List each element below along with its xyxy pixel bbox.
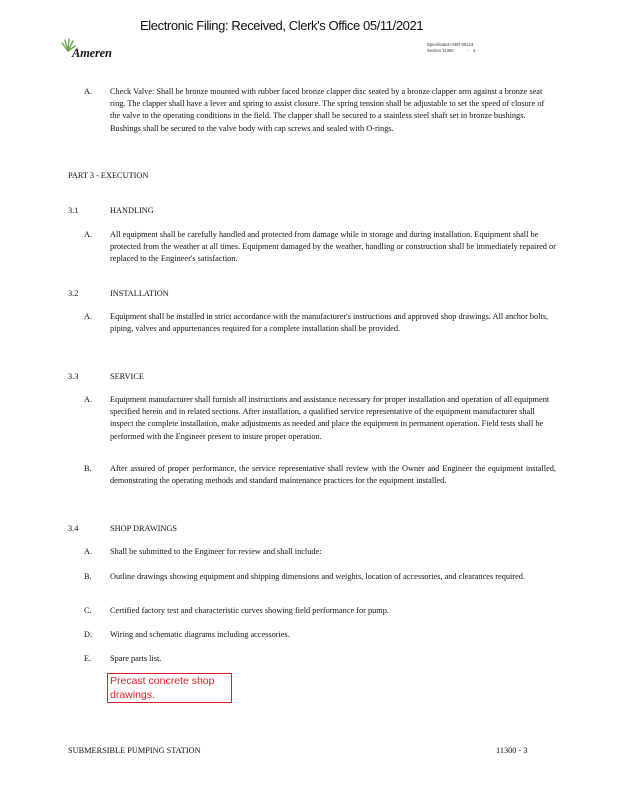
- item-text: Shall be submitted to the Engineer for review and shall include:: [110, 547, 322, 556]
- ameren-logo: [60, 38, 130, 62]
- footer-page-number: 11300 - 3: [496, 746, 528, 755]
- spec-page: 3: [472, 48, 476, 53]
- part-title: PART 3 - EXECUTION: [68, 171, 149, 180]
- section-number: 3.3: [68, 372, 79, 381]
- item-text: All equipment shall be carefully handled and protected from damage while in storage and during installation. Equipment shall be protected from the weather at all times. Equipment damaged by the weather, handling or construction shall be immediately repaired or replaced to the Engineer's satisfaction.: [110, 230, 556, 264]
- item-label: C.: [84, 606, 92, 615]
- footer-title: SUBMERSIBLE PUMPING STATION: [68, 746, 201, 755]
- section-label: Section 11300: [427, 48, 454, 53]
- section-title: HANDLING: [110, 206, 154, 215]
- item-label: B.: [84, 572, 92, 581]
- item-text: Spare parts list.: [110, 654, 162, 663]
- item-label: A.: [84, 230, 93, 239]
- section-number: 3.1: [68, 206, 79, 215]
- item-text: Equipment manufacturer shall furnish all instructions and assistance necessary for proper installation and operation of all equipment specified herein and in related sections. After installation, a qualified service representative of the equipment manufacturer shall inspect the complete installation, make adjustments as needed and place the equipment in permanent operation. Field tests shall be performed with the Engineer present to insure proper operation.: [110, 395, 550, 441]
- item-label: D.: [84, 630, 93, 639]
- section-number: 3.2: [68, 289, 79, 298]
- spec-label: Specification AER-09123: [427, 42, 474, 47]
- review-annotation[interactable]: Precast concrete shop drawings.: [107, 673, 232, 703]
- logo-wordmark: Ameren: [72, 46, 112, 60]
- section-number: 3.4: [68, 524, 79, 533]
- section-title: SHOP DRAWINGS: [110, 524, 178, 533]
- item-label: A.: [84, 395, 93, 404]
- spec-reference: [427, 42, 475, 54]
- item-text: Equipment shall be installed in strict accordance with the manufacturer's instructions and approved shop drawings. All anchor bolts, piping, valves and appurtenances required for a complete installation shall be provided.: [110, 312, 549, 334]
- item-label: A.: [84, 547, 93, 556]
- item-label: B.: [84, 464, 92, 473]
- intro-item-text: Check Valve: Shall be bronze mounted with rubber faced bronze clapper disc seated by a bronze clapper arm against a bronze seat ring. The clapper shall have a lever and spring to assist closure. The spring tension shall be adjustable to set the speed of closure of the valve to the operating conditions in the field. The clapper shall be secured to a stainless steel shaft set in bronze bushings. Bushings shall be secured to the valve body with cap screws and sealed with O-rings.: [110, 87, 545, 133]
- section-title: SERVICE: [110, 372, 144, 381]
- item-text: Outline drawings showing equipment and shipping dimensions and weights, location of accessories, and clearances required.: [110, 572, 525, 581]
- filing-stamp: Electronic Filing: Received, Clerk's Office 05/11/2021: [140, 18, 424, 33]
- item-text: Wiring and schematic diagrams including accessories.: [110, 630, 290, 639]
- item-text: Certified factory test and characteristic curves showing field performance for pump.: [110, 606, 389, 615]
- item-label: A.: [84, 312, 93, 321]
- intro-item-label: A.: [84, 87, 93, 96]
- item-text: After assured of proper performance, the service representative shall review with the Owner and Engineer the equipment installed, demonstrating the operating methods and standard maintenance practices for the equipment installed.: [110, 464, 556, 486]
- item-label: E.: [84, 654, 92, 663]
- spec-dash: -: [467, 48, 469, 53]
- section-title: INSTALLATION: [110, 289, 169, 298]
